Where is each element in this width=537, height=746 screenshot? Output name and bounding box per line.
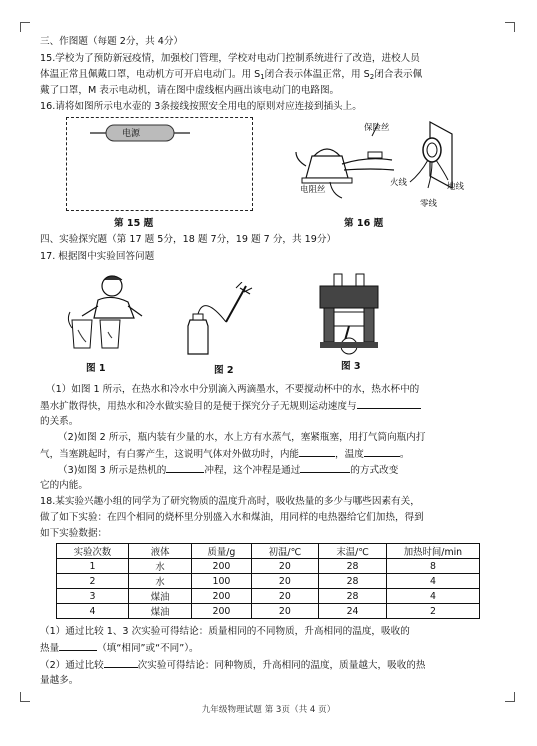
q17-answer-blank-4[interactable] — [166, 463, 204, 473]
section3-heading: 三、作图题（每题 2分，共 4分） — [40, 36, 184, 47]
table-cell: 4 — [57, 604, 129, 619]
table-row — [57, 559, 480, 574]
q18-part1-text-b: （填“相同”或“不同”）。 — [97, 643, 199, 654]
table-header-row — [57, 544, 480, 559]
table-row — [57, 604, 480, 619]
q18-part1-line2 — [40, 641, 199, 655]
q17-part1-line2 — [40, 399, 421, 413]
neutral-wire-label: 零线 — [420, 199, 438, 209]
q17-part2-line1: （2)如图 2 所示，瓶内装有少量的水，水上方有水蒸气，塞紧瓶塞，用打气筒向瓶内打 — [58, 432, 426, 443]
table-row — [57, 589, 480, 604]
crop-mark-bottom-left — [20, 692, 30, 702]
table-cell: 28 — [319, 574, 387, 589]
table-cell: 4 — [386, 574, 479, 589]
q18-answer-blank-1[interactable] — [59, 641, 97, 651]
table-cell: 100 — [192, 574, 251, 589]
table-cell: 4 — [386, 589, 479, 604]
caption-q15: 第 15 题 — [114, 218, 154, 229]
q17-answer-blank-3[interactable] — [364, 447, 400, 457]
header-trial: 实验次数 — [57, 544, 129, 559]
q15-line1: 15.学校为了预防新冠疫情，加强校门管理，学校对电动门控制系统进行了改造，进校人员 — [40, 53, 420, 64]
q18-part2-text-a: （2）通过比较 — [40, 660, 104, 671]
table-cell: 2 — [386, 604, 479, 619]
q17-part3-line2: 它的内能。 — [40, 480, 88, 491]
table-cell: 3 — [57, 589, 129, 604]
q18-line2: 做了如下实验：在四个相同的烧杯里分别盛入水和煤油，用同样的电热器给它们加热，得到 — [40, 512, 424, 523]
page-footer: 九年级物理试题 第 3页（共 4 页） — [201, 705, 336, 715]
crop-mark-bottom-right — [505, 692, 515, 702]
table-cell: 水 — [128, 559, 191, 574]
crop-mark-top-left — [20, 22, 30, 32]
header-final-temp: 末温/℃ — [319, 544, 387, 559]
figure1-ink-diffusion — [64, 272, 160, 352]
header-liquid: 液体 — [128, 544, 191, 559]
q17-answer-blank-1[interactable] — [357, 399, 421, 409]
q18-answer-blank-2[interactable] — [104, 658, 138, 668]
q18-part2-line2: 量越多。 — [40, 675, 79, 686]
q17-answer-blank-5[interactable] — [300, 463, 350, 473]
q17-part3-line1 — [58, 463, 398, 477]
q17-answer-blank-2[interactable] — [299, 447, 335, 457]
q18-line3: 如下实验数据： — [40, 528, 108, 539]
figure2-bottle-pump — [186, 282, 256, 358]
table-cell: 20 — [251, 589, 319, 604]
fig2-caption: 图 2 — [214, 365, 234, 376]
fig3-caption: 图 3 — [341, 361, 361, 372]
table-cell: 200 — [192, 589, 251, 604]
q15-line3: 戴了口罩，M 表示电动机，请在图中虚线框内画出该电动门的电路图。 — [40, 85, 340, 96]
q16-text: 16.请将如图所示电水壶的 3条接线按照安全用电的原则对应连接到插头上。 — [40, 101, 362, 112]
table-cell: 28 — [319, 559, 387, 574]
q17-part3-text-c: 的方式改变 — [350, 465, 399, 476]
q17-part1-line3: 的关系。 — [40, 416, 79, 427]
q17-part3-text-b: 冲程，这个冲程是通过 — [204, 465, 301, 476]
header-initial-temp: 初温/℃ — [251, 544, 319, 559]
figure3-engine-cylinder — [316, 272, 382, 356]
table-cell: 20 — [251, 604, 319, 619]
header-heating-time: 加热时间/min — [386, 544, 479, 559]
q17-part2-line2 — [40, 447, 409, 461]
crop-mark-top-right — [505, 22, 515, 32]
table-cell: 8 — [386, 559, 479, 574]
live-wire-label: 火线 — [390, 178, 408, 188]
table-cell: 28 — [319, 589, 387, 604]
table-cell: 煤油 — [128, 589, 191, 604]
caption-q16: 第 16 题 — [344, 218, 384, 229]
fuse-label: 保险丝 — [364, 123, 390, 133]
q18-part1-text-a: 热量 — [40, 643, 60, 654]
table-cell: 20 — [251, 559, 319, 574]
q17-part1-text: 墨水扩散得快，用热水和冷水做实验目的是便于探究分子无规则运动速度与 — [40, 401, 357, 412]
q17-part2-text-c: 。 — [399, 449, 410, 460]
power-source-label: 电源 — [122, 129, 141, 139]
subscript-1: 1 — [260, 73, 265, 81]
experiment-data-table — [56, 543, 480, 619]
q15-text-b: 闭合表示体温正常，用 S — [264, 69, 370, 80]
section4-heading: 四、实验探究题（第 17 题 5分，18 题 7分，19 题 7 分，共 19分） — [40, 234, 337, 245]
table-row — [57, 574, 480, 589]
header-mass: 质量/g — [192, 544, 251, 559]
table-cell: 水 — [128, 574, 191, 589]
q17-text: 17. 根据图中实验回答问题 — [40, 251, 155, 262]
q18-part2-line1 — [40, 658, 425, 672]
q15-text-c: 闭合表示佩 — [374, 69, 423, 80]
table-cell: 200 — [192, 559, 251, 574]
table-cell: 煤油 — [128, 604, 191, 619]
q15-text-a: 体温正常且佩戴口罩，电动机方可开启电动门。用 S — [40, 69, 261, 80]
resistor-label: 电阻丝 — [300, 185, 326, 195]
q18-part2-text-b: 次实验可得结论：同种物质，升高相同的温度，质量越大，吸收的热 — [137, 660, 426, 671]
table-cell: 2 — [57, 574, 129, 589]
fig1-caption: 图 1 — [86, 363, 106, 374]
subscript-2: 2 — [369, 73, 375, 81]
earth-wire-label: 地线 — [447, 182, 465, 192]
table-cell: 200 — [192, 604, 251, 619]
q17-part2-text-a: 气，当塞跳起时，有白雾产生，这说明气体对外做功时，内能 — [40, 449, 300, 460]
q17-part1-line1: （1）如图 1 所示，在热水和冷水中分别滴入两滴墨水，不要搅动杯中的水，热水杯中的 — [46, 384, 420, 395]
q18-part1-line1: （1）通过比较 1、3 次实验可得结论：质量相同的不同物质，升高相同的温度，吸收的 — [40, 626, 410, 637]
q15-line2 — [40, 68, 422, 84]
q17-part2-text-b: ，温度 — [335, 449, 364, 460]
table-cell: 24 — [319, 604, 387, 619]
table-cell: 20 — [251, 574, 319, 589]
table-cell: 1 — [57, 559, 129, 574]
q17-part3-text-a: （3)如图 3 所示是热机的 — [58, 465, 167, 476]
q18-line1: 18.某实验兴趣小组的同学为了研究物质的温度升高时，吸收热量的多少与哪些因素有关， — [40, 496, 420, 507]
